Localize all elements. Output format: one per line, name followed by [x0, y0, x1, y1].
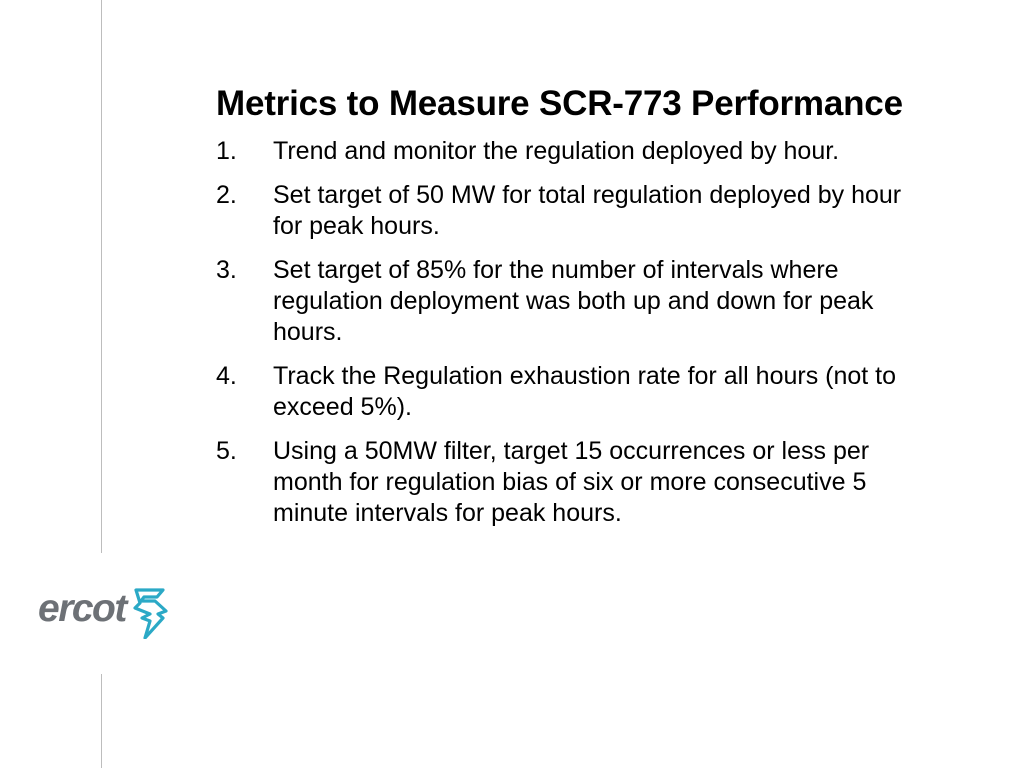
list-item [216, 255, 916, 348]
list-item-text: Using a 50MW filter, target 15 occurrences or less per month for regulation bias of six or more consecutive 5 minute intervals for peak hours. [273, 437, 870, 527]
list-item-number: 1. [216, 137, 237, 165]
list-item-text: Trend and monitor the regulation deployed by hour. [273, 137, 840, 165]
list-item [216, 180, 916, 242]
slide-content [216, 83, 916, 542]
list-item-text: Track the Regulation exhaustion rate for all hours (not to exceed 5%). [273, 362, 897, 421]
list-item-number: 4. [216, 362, 237, 390]
list-item [216, 361, 916, 423]
list-item-text: Set target of 50 MW for total regulation deployed by hour for peak hours. [273, 181, 902, 240]
list-item [216, 436, 916, 529]
metrics-list [216, 136, 916, 529]
slide-title: Metrics to Measure SCR-773 Performance [216, 84, 903, 123]
list-item-number: 5. [216, 437, 237, 465]
list-item-number: 2. [216, 181, 237, 209]
list-item [216, 136, 916, 167]
ercot-logo [36, 586, 170, 642]
list-item-text: Set target of 85% for the number of intervals where regulation deployment was both up and down for peak hours. [273, 256, 874, 346]
left-divider-top [101, 0, 102, 553]
logo-wordmark: ercot [38, 587, 126, 630]
lightning-bolt-icon [132, 587, 168, 639]
list-item-number: 3. [216, 256, 237, 284]
left-divider-bottom [101, 674, 102, 768]
